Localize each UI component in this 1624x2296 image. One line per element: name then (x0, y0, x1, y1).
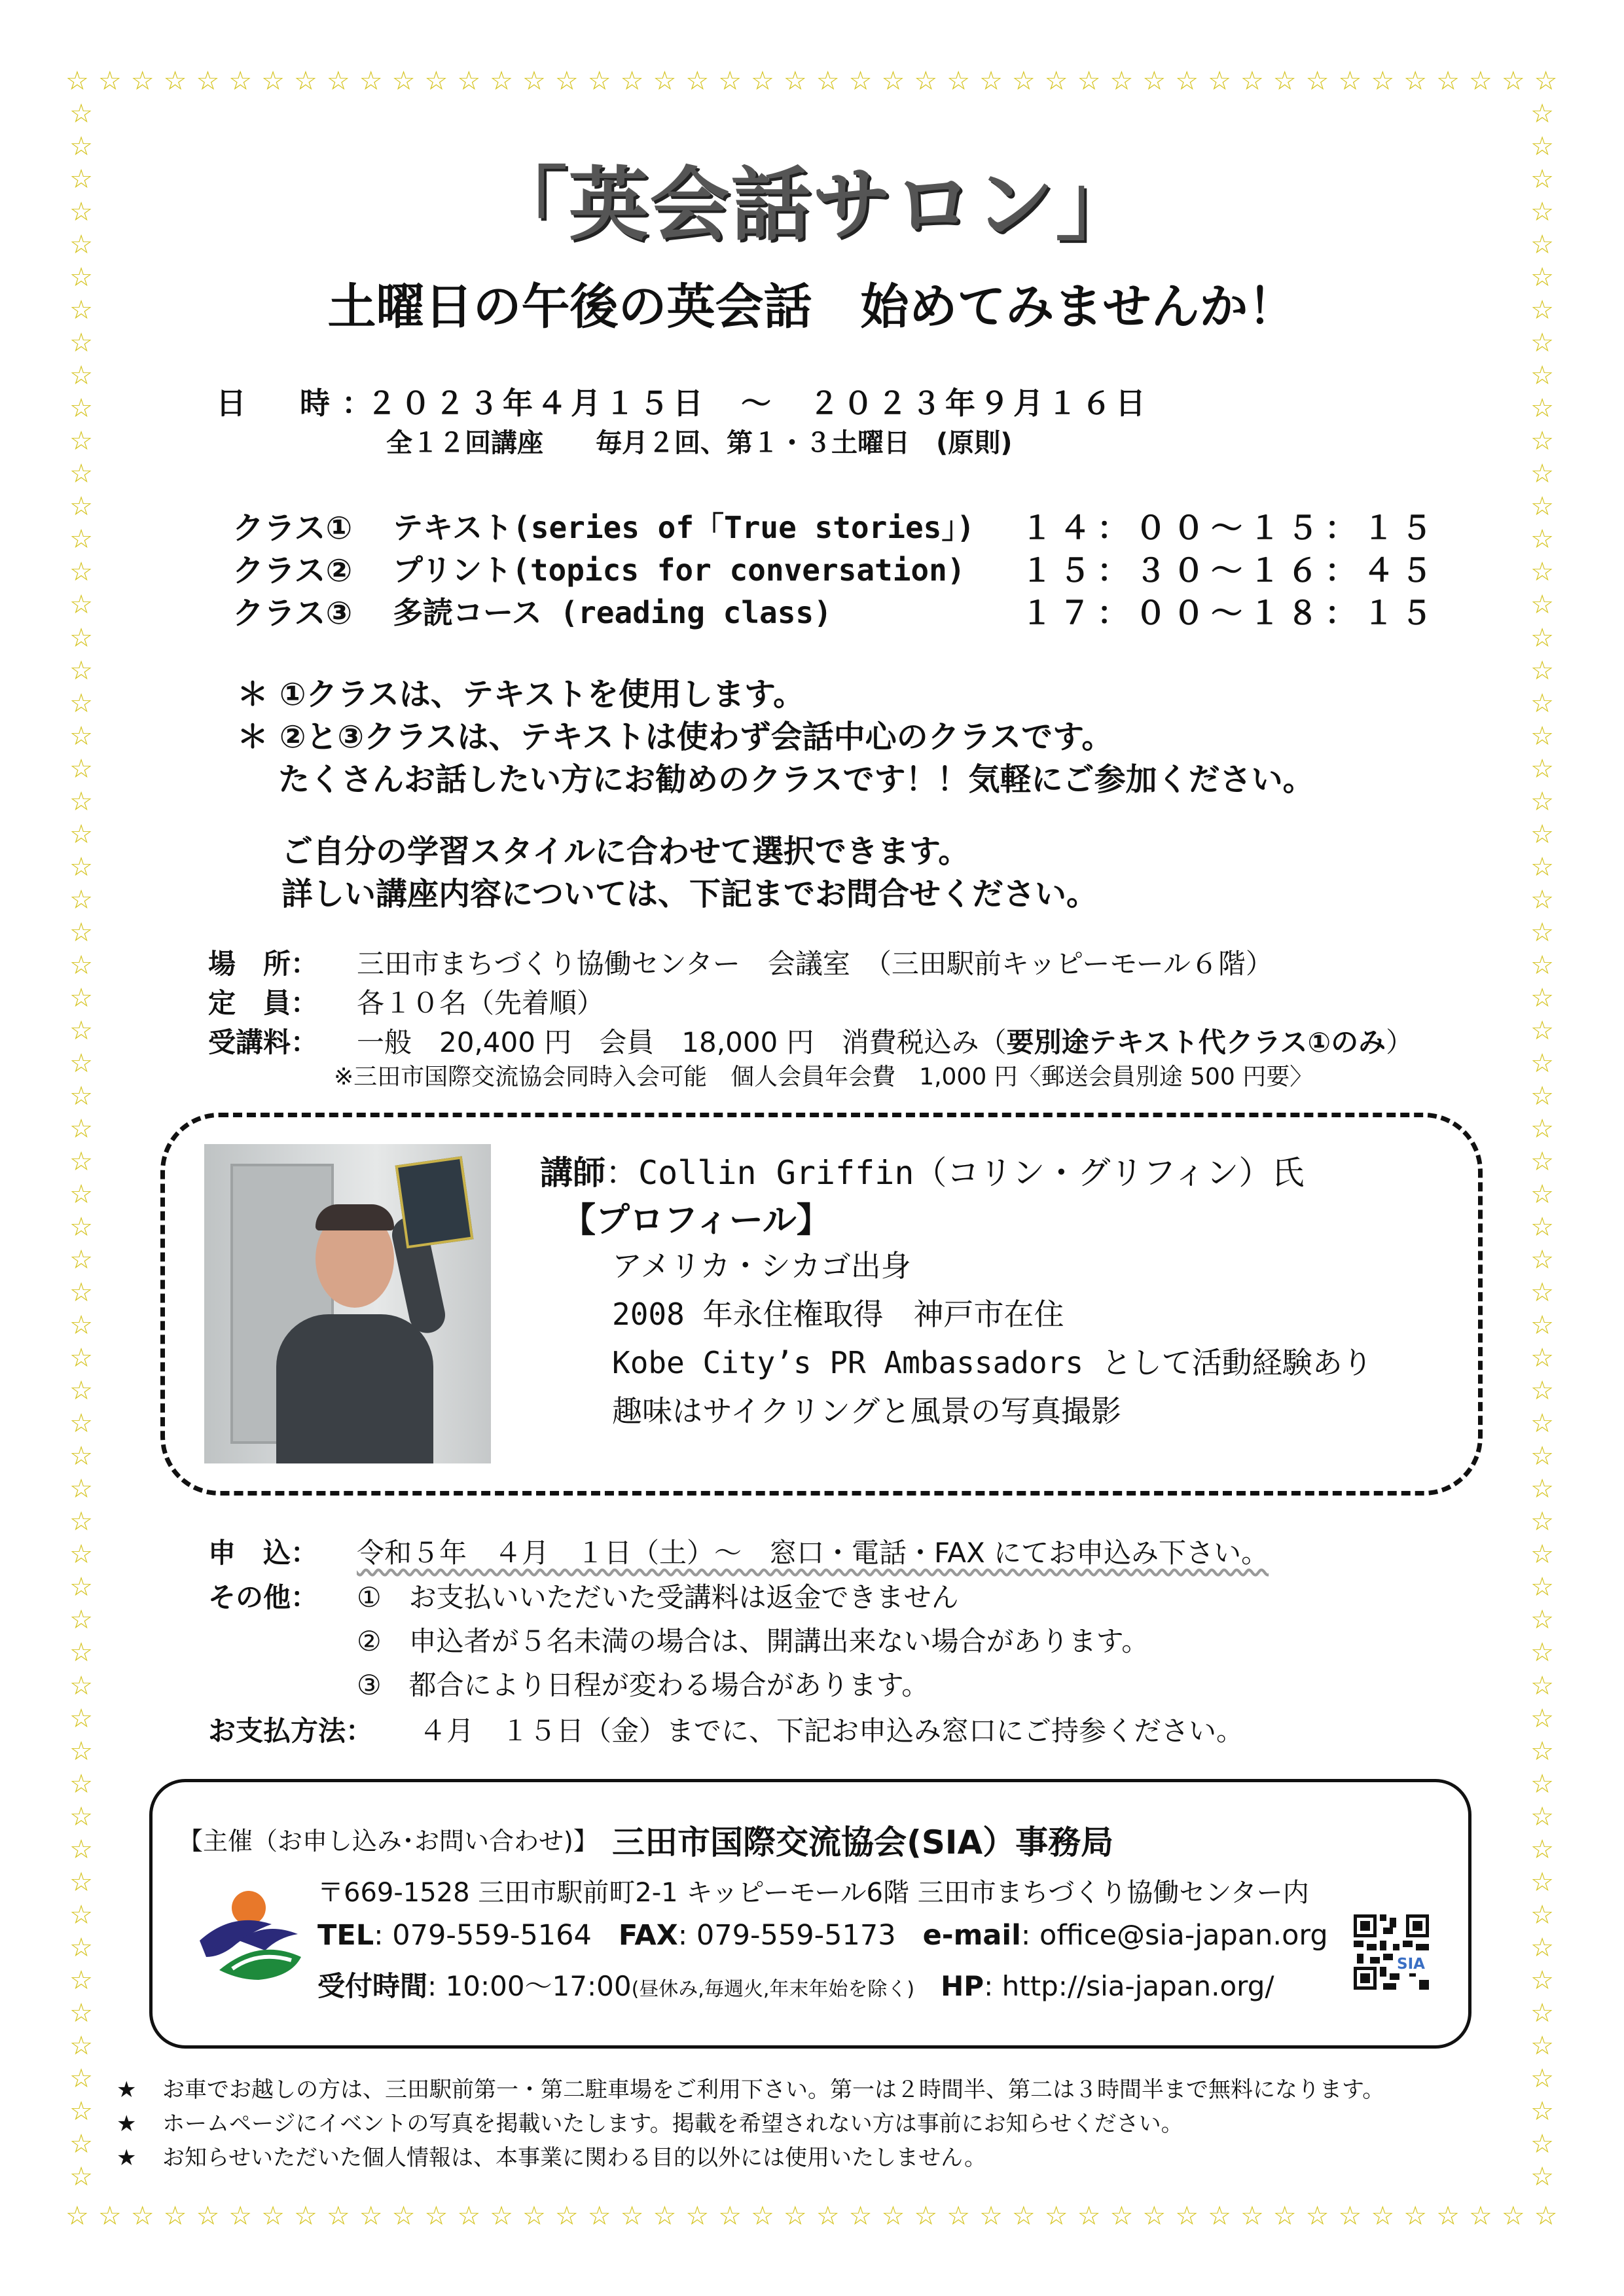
star-icon: ☆ (69, 982, 93, 1013)
star-icon: ☆ (1175, 2201, 1199, 2231)
schedule-sessions: 全１２回講座 毎月２回、第１・３土曜日 (原則) (386, 428, 1013, 458)
organizer-name: 三田市国際交流協会(SIA）事務局 (612, 1823, 1114, 1861)
star-icon: ☆ (1338, 66, 1362, 96)
place-value: 三田市まちづくり協働センター 会議室 （三田駅前キッピーモール６階） (357, 948, 1273, 980)
star-icon: ☆ (1530, 492, 1554, 522)
star-icon: ☆ (1530, 1507, 1554, 1537)
star-icon: ☆ (1305, 66, 1329, 96)
star-icon: ☆ (69, 426, 93, 457)
star-icon: ☆ (391, 66, 416, 96)
star-icon: ☆ (1338, 2201, 1362, 2231)
star-icon: ☆ (587, 66, 611, 96)
star-icon: ☆ (1044, 2201, 1068, 2231)
fax-label: FAX (618, 1919, 678, 1952)
profile-line-2: 2008 年永住権取得 神戸市在住 (612, 1297, 1064, 1332)
instructor-photo (204, 1144, 491, 1463)
star-icon: ☆ (69, 950, 93, 980)
class-1-desc: テキスト(series of「True stories」) (393, 510, 975, 545)
footer-text-1: お車でお越しの方は、三田駅前第一・第二駐車場をご利用下さい。第一は２時間半、第二は３時間半まで無料になります。 (162, 2077, 1385, 2103)
star-icon: ☆ (653, 66, 677, 96)
star-icon: ☆ (69, 1507, 93, 1537)
star-icon: ☆ (69, 1932, 93, 1963)
note-4: ご自分の学習スタイルに合わせて選択できます。 (281, 833, 970, 870)
star-icon: ☆ (1530, 950, 1554, 980)
tel-value: : 079-559-5164 (374, 1919, 592, 1952)
star-icon: ☆ (69, 1441, 93, 1472)
star-icon: ☆ (947, 2201, 971, 2231)
star-icon: ☆ (1077, 66, 1101, 96)
star-icon: ☆ (1272, 2201, 1297, 2231)
payment-label: お支払方法： (208, 1715, 374, 1747)
profile-line-4: 趣味はサイクリングと風景の写真撮影 (612, 1393, 1121, 1429)
star-icon: ☆ (587, 2201, 611, 2231)
star-icon: ☆ (1044, 66, 1068, 96)
star-icon: ☆ (1530, 1539, 1554, 1570)
contact-address: 〒669-1528 三田市駅前町2-1 キッピーモール6階 三田市まちづくり協働センター内 (317, 1878, 1309, 1908)
star-icon: ☆ (69, 819, 93, 850)
star-icon: ☆ (1110, 66, 1134, 96)
hours-note: (昼休み,毎週火,年末年始を除く) (631, 1978, 915, 2001)
star-icon: ☆ (1530, 753, 1554, 784)
star-icon: ☆ (69, 2161, 93, 2192)
star-icon: ☆ (1530, 99, 1554, 129)
star-icon: ☆ (1530, 361, 1554, 391)
star-icon: ☆ (1403, 66, 1428, 96)
star-icon: ☆ (69, 132, 93, 162)
footer-star-3: ★ (117, 2145, 137, 2171)
hours-value: : 10:00～17:00 (427, 1970, 632, 2002)
star-icon: ☆ (1530, 688, 1554, 719)
star-icon: ☆ (359, 2201, 383, 2231)
star-icon: ☆ (1530, 1245, 1554, 1276)
membership-note: ※三田市国際交流協会同時入会可能 個人会員年会費 1,000 円〈郵送会員別途 500 円要〉 (334, 1064, 1314, 1090)
star-icon: ☆ (1175, 66, 1199, 96)
star-icon: ☆ (130, 66, 154, 96)
star-icon: ☆ (1530, 164, 1554, 195)
sia-logo-icon (193, 1885, 304, 1983)
star-icon: ☆ (1530, 1572, 1554, 1603)
star-icon: ☆ (490, 2201, 514, 2231)
class-2-desc: プリント(topics for conversation) (393, 552, 965, 588)
star-icon: ☆ (1530, 721, 1554, 751)
star-icon: ☆ (69, 2030, 93, 2061)
star-icon: ☆ (69, 1867, 93, 1897)
star-icon: ☆ (1530, 655, 1554, 686)
star-icon: ☆ (69, 884, 93, 915)
star-icon: ☆ (554, 66, 579, 96)
star-icon: ☆ (69, 1899, 93, 1930)
star-icon: ☆ (1240, 66, 1264, 96)
star-icon: ☆ (69, 590, 93, 620)
star-icon: ☆ (685, 66, 710, 96)
email-value[interactable]: : office@sia-japan.org (1020, 1919, 1328, 1952)
star-icon: ☆ (1240, 2201, 1264, 2231)
star-icon: ☆ (69, 459, 93, 490)
star-icon: ☆ (1530, 852, 1554, 882)
star-icon: ☆ (718, 66, 742, 96)
star-icon: ☆ (69, 1572, 93, 1603)
star-icon: ☆ (620, 66, 644, 96)
star-icon: ☆ (1530, 1441, 1554, 1472)
star-icon: ☆ (1142, 66, 1166, 96)
star-icon: ☆ (1530, 1278, 1554, 1308)
star-icon: ☆ (69, 1834, 93, 1865)
star-icon: ☆ (751, 66, 774, 96)
star-icon: ☆ (69, 1048, 93, 1079)
star-icon: ☆ (457, 2201, 481, 2231)
star-icon: ☆ (620, 2201, 644, 2231)
star-icon: ☆ (69, 1736, 93, 1767)
star-icon: ☆ (294, 66, 317, 96)
star-icon: ☆ (1371, 66, 1395, 96)
star-icon: ☆ (359, 66, 383, 96)
star-icon: ☆ (69, 1147, 93, 1177)
star-icon: ☆ (1501, 2201, 1525, 2231)
star-icon: ☆ (1142, 2201, 1166, 2231)
star-icon: ☆ (1468, 66, 1492, 96)
star-icon: ☆ (1077, 2201, 1101, 2231)
star-icon: ☆ (69, 1179, 93, 1210)
star-border-right (1526, 98, 1558, 2193)
star-icon: ☆ (69, 1605, 93, 1636)
organizer-label: 【主催（お申し込み･お問い合わせ)】 (178, 1827, 598, 1856)
star-icon: ☆ (69, 688, 93, 719)
star-icon: ☆ (69, 2096, 93, 2126)
star-icon: ☆ (98, 2201, 122, 2231)
fee-value (357, 1021, 1413, 1060)
star-icon: ☆ (1530, 622, 1554, 653)
star-icon: ☆ (69, 721, 93, 751)
star-icon: ☆ (718, 2201, 742, 2231)
star-icon: ☆ (1530, 1736, 1554, 1767)
footer-note-1 (117, 2072, 1384, 2104)
star-icon: ☆ (1530, 819, 1554, 850)
star-icon: ☆ (1371, 2201, 1395, 2231)
star-icon: ☆ (69, 1703, 93, 1734)
star-icon: ☆ (1530, 197, 1554, 228)
star-icon: ☆ (69, 1081, 93, 1111)
star-border-bottom (65, 2200, 1558, 2232)
fee-text-end: ） (1386, 1026, 1414, 1058)
contact-hours-line (317, 1965, 1274, 2004)
star-icon: ☆ (69, 2063, 93, 2094)
star-icon: ☆ (1530, 1801, 1554, 1832)
star-icon: ☆ (69, 1539, 93, 1570)
other-2: ② 申込者が５名未満の場合は、開講出来ない場合があります。 (357, 1625, 1149, 1657)
star-icon: ☆ (1530, 328, 1554, 359)
other-1: ① お支払いいただいた受講料は返金できません (357, 1581, 959, 1613)
star-icon: ☆ (1530, 2128, 1554, 2159)
star-icon: ☆ (653, 2201, 677, 2231)
star-icon: ☆ (1530, 1474, 1554, 1505)
star-icon: ☆ (685, 2201, 710, 2231)
note-5: 詳しい講座内容については、下記までお問合せください。 (281, 876, 1098, 912)
star-icon: ☆ (947, 66, 971, 96)
star-icon: ☆ (69, 1638, 93, 1668)
star-icon: ☆ (69, 1245, 93, 1276)
star-icon: ☆ (1530, 459, 1554, 490)
star-icon: ☆ (69, 1768, 93, 1799)
star-icon: ☆ (914, 2201, 938, 2231)
star-icon: ☆ (1530, 132, 1554, 162)
star-icon: ☆ (69, 99, 93, 129)
apply-label: 申 込： (208, 1537, 319, 1569)
star-icon: ☆ (1530, 2030, 1554, 2061)
footer-text-2: ホームページにイベントの写真を掲載いたします。掲載を希望されない方は事前にお知らせください。 (162, 2111, 1183, 2137)
fee-text: 一般 20,400 円 会員 18,000 円 消費税込み（ (357, 1026, 1007, 1058)
profile-heading: 【プロフィール】 (562, 1201, 831, 1240)
star-icon: ☆ (69, 164, 93, 195)
class-1-time: １４：００～１５：１５ (1021, 510, 1439, 547)
star-icon: ☆ (1530, 1147, 1554, 1177)
star-icon: ☆ (1436, 2201, 1460, 2231)
star-icon: ☆ (1530, 884, 1554, 915)
star-icon: ☆ (65, 2201, 89, 2231)
instructor-title (540, 1147, 1304, 1194)
contact-phone-line (317, 1919, 1328, 1952)
class-3-name: クラス③ (232, 595, 353, 632)
star-icon: ☆ (69, 1015, 93, 1046)
fee-label: 受講料： (208, 1026, 319, 1058)
other-label: その他： (208, 1581, 319, 1613)
star-icon: ☆ (261, 2201, 285, 2231)
star-icon: ☆ (1534, 2201, 1558, 2231)
star-icon: ☆ (424, 66, 448, 96)
star-icon: ☆ (69, 786, 93, 817)
star-icon: ☆ (69, 1278, 93, 1308)
star-icon: ☆ (1530, 1179, 1554, 1210)
star-icon: ☆ (881, 66, 905, 96)
star-icon: ☆ (1530, 262, 1554, 293)
email-label: e-mail (922, 1919, 1021, 1952)
star-icon: ☆ (1530, 1113, 1554, 1144)
star-icon: ☆ (69, 1113, 93, 1144)
star-icon: ☆ (69, 1376, 93, 1407)
star-icon: ☆ (1530, 1212, 1554, 1243)
star-icon: ☆ (522, 66, 546, 96)
footer-note-2 (117, 2106, 1183, 2138)
star-icon: ☆ (1530, 982, 1554, 1013)
star-icon: ☆ (326, 66, 350, 96)
star-icon: ☆ (326, 2201, 350, 2231)
star-icon: ☆ (1530, 1343, 1554, 1374)
fax-value: : 079-559-5173 (677, 1919, 896, 1952)
hp-label: HP (941, 1970, 984, 2002)
star-icon: ☆ (1534, 66, 1558, 96)
class-1-name: クラス① (232, 510, 353, 547)
star-icon: ☆ (457, 66, 481, 96)
star-icon: ☆ (69, 230, 93, 260)
star-icon: ☆ (69, 328, 93, 359)
star-icon: ☆ (69, 622, 93, 653)
fee-text-bold: 要別途テキスト代クラス①のみ (1006, 1026, 1386, 1058)
qr-label: SIA (1397, 1956, 1425, 1973)
note-3: たくさんお話したい方にお勧めのクラスです！！気軽にご参加ください。 (278, 761, 1314, 798)
star-icon: ☆ (69, 1212, 93, 1243)
star-icon: ☆ (424, 2201, 448, 2231)
star-icon: ☆ (1530, 1408, 1554, 1439)
page-subtitle: 土曜日の午後の英会話 始めてみませんか！ (327, 279, 1297, 335)
star-icon: ☆ (1530, 557, 1554, 588)
star-icon: ☆ (848, 66, 873, 96)
star-icon: ☆ (783, 66, 807, 96)
star-icon: ☆ (1530, 1081, 1554, 1111)
star-icon: ☆ (228, 2201, 253, 2231)
star-icon: ☆ (1501, 66, 1525, 96)
star-icon: ☆ (1530, 1834, 1554, 1865)
hp-value[interactable]: : http://sia-japan.org/ (984, 1970, 1274, 2002)
star-icon: ☆ (196, 2201, 220, 2231)
star-border-top (65, 65, 1558, 97)
star-icon: ☆ (1530, 1768, 1554, 1799)
star-icon: ☆ (69, 1801, 93, 1832)
star-icon: ☆ (1530, 917, 1554, 948)
star-icon: ☆ (1530, 1048, 1554, 1079)
star-icon: ☆ (783, 2201, 807, 2231)
star-icon: ☆ (1530, 1932, 1554, 1963)
star-icon: ☆ (490, 66, 514, 96)
star-icon: ☆ (1530, 1899, 1554, 1930)
instructor-name: ：Collin Griffin（コリン・グリフィン）氏 (605, 1154, 1305, 1192)
star-icon: ☆ (1208, 2201, 1231, 2231)
star-icon: ☆ (979, 2201, 1003, 2231)
schedule-dates: ２０２３年４月１５日 ～ ２０２３年９月１６日 (367, 386, 1149, 421)
star-icon: ☆ (69, 1965, 93, 1996)
star-icon: ☆ (69, 557, 93, 588)
star-icon: ☆ (1530, 1965, 1554, 1996)
tel-label: TEL (317, 1919, 374, 1952)
instructor-label: 講師 (540, 1154, 605, 1192)
star-icon: ☆ (1530, 1867, 1554, 1897)
star-icon: ☆ (69, 524, 93, 555)
footer-text-3: お知らせいただいた個人情報は、本事業に関わる目的以外には使用いたしません。 (162, 2145, 987, 2171)
star-icon: ☆ (1530, 1998, 1554, 2028)
star-icon: ☆ (1530, 590, 1554, 620)
class-2-time: １５：３０～１６：４５ (1021, 552, 1439, 589)
star-icon: ☆ (196, 66, 220, 96)
schedule-label: 日 時： (216, 386, 384, 421)
star-icon: ☆ (1530, 295, 1554, 326)
star-icon: ☆ (1011, 66, 1036, 96)
star-icon: ☆ (1468, 2201, 1492, 2231)
star-icon: ☆ (1530, 1638, 1554, 1668)
profile-line-3: Kobe City’s PR Ambassadors として活動経験あり (612, 1345, 1373, 1380)
class-2-name: クラス② (232, 552, 353, 589)
place-label: 場 所： (208, 948, 319, 980)
page-title: 「英会話サロン」 (487, 158, 1137, 251)
star-icon: ☆ (1530, 2063, 1554, 2094)
star-border-left (65, 98, 97, 2193)
star-icon: ☆ (69, 2128, 93, 2159)
star-icon: ☆ (69, 361, 93, 391)
other-3: ③ 都合により日程が変わる場合があります。 (357, 1669, 929, 1701)
star-icon: ☆ (130, 2201, 154, 2231)
star-icon: ☆ (69, 492, 93, 522)
payment-value: ４月 １５日（金）までに、下記お申込み窓口にご持参ください。 (419, 1715, 1244, 1747)
star-icon: ☆ (261, 66, 285, 96)
star-icon: ☆ (1272, 66, 1297, 96)
star-icon: ☆ (1530, 230, 1554, 260)
star-icon: ☆ (1530, 2161, 1554, 2192)
star-icon: ☆ (1403, 2201, 1428, 2231)
note-2: ＊ ②と③クラスは、テキストは使わず会話中心のクラスです。 (237, 719, 1113, 755)
star-icon: ☆ (69, 655, 93, 686)
star-icon: ☆ (1208, 66, 1231, 96)
star-icon: ☆ (69, 753, 93, 784)
star-icon: ☆ (816, 66, 840, 96)
star-icon: ☆ (163, 66, 187, 96)
star-icon: ☆ (163, 2201, 187, 2231)
star-icon: ☆ (848, 2201, 873, 2231)
star-icon: ☆ (881, 2201, 905, 2231)
star-icon: ☆ (1305, 2201, 1329, 2231)
star-icon: ☆ (98, 66, 122, 96)
footer-note-3 (117, 2140, 986, 2172)
star-icon: ☆ (294, 2201, 317, 2231)
star-icon: ☆ (1530, 524, 1554, 555)
star-icon: ☆ (69, 1670, 93, 1701)
star-icon: ☆ (1530, 393, 1554, 424)
star-icon: ☆ (1530, 1376, 1554, 1407)
note-1: ＊ ①クラスは、テキストを使用します。 (237, 676, 805, 713)
star-icon: ☆ (1530, 1015, 1554, 1046)
star-icon: ☆ (751, 2201, 774, 2231)
star-icon: ☆ (65, 66, 89, 96)
star-icon: ☆ (69, 1474, 93, 1505)
star-icon: ☆ (816, 2201, 840, 2231)
star-icon: ☆ (522, 2201, 546, 2231)
star-icon: ☆ (69, 262, 93, 293)
star-icon: ☆ (69, 295, 93, 326)
star-icon: ☆ (554, 2201, 579, 2231)
hours-label: 受付時間 (317, 1970, 428, 2002)
apply-value: 令和５年 ４月 １日（土）～ 窓口・電話・FAX にてお申込み下さい。 (357, 1537, 1269, 1569)
star-icon: ☆ (391, 2201, 416, 2231)
star-icon: ☆ (1530, 786, 1554, 817)
star-icon: ☆ (1530, 1703, 1554, 1734)
star-icon: ☆ (1110, 2201, 1134, 2231)
star-icon: ☆ (1530, 1605, 1554, 1636)
star-icon: ☆ (979, 66, 1003, 96)
star-icon: ☆ (69, 852, 93, 882)
star-icon: ☆ (1530, 426, 1554, 457)
footer-star-2: ★ (117, 2111, 137, 2137)
class-3-desc: 多読コース (reading class) (393, 595, 832, 630)
star-icon: ☆ (1011, 2201, 1036, 2231)
qr-code-icon[interactable] (1354, 1914, 1429, 1990)
star-icon: ☆ (69, 1408, 93, 1439)
footer-star-1: ★ (117, 2077, 137, 2103)
class-3-time: １７：００～１８：１５ (1021, 595, 1439, 632)
star-icon: ☆ (1530, 1670, 1554, 1701)
star-icon: ☆ (69, 1343, 93, 1374)
star-icon: ☆ (69, 917, 93, 948)
star-icon: ☆ (1530, 2096, 1554, 2126)
star-icon: ☆ (1436, 66, 1460, 96)
star-icon: ☆ (69, 1310, 93, 1341)
profile-line-1: アメリカ・シカゴ出身 (612, 1248, 911, 1283)
star-icon: ☆ (69, 197, 93, 228)
star-icon: ☆ (1530, 1310, 1554, 1341)
star-icon: ☆ (228, 66, 253, 96)
capacity-label: 定 員： (208, 987, 319, 1019)
star-icon: ☆ (69, 1998, 93, 2028)
capacity-value: 各１０名（先着順） (357, 987, 605, 1019)
star-icon: ☆ (69, 393, 93, 424)
star-icon: ☆ (914, 66, 938, 96)
